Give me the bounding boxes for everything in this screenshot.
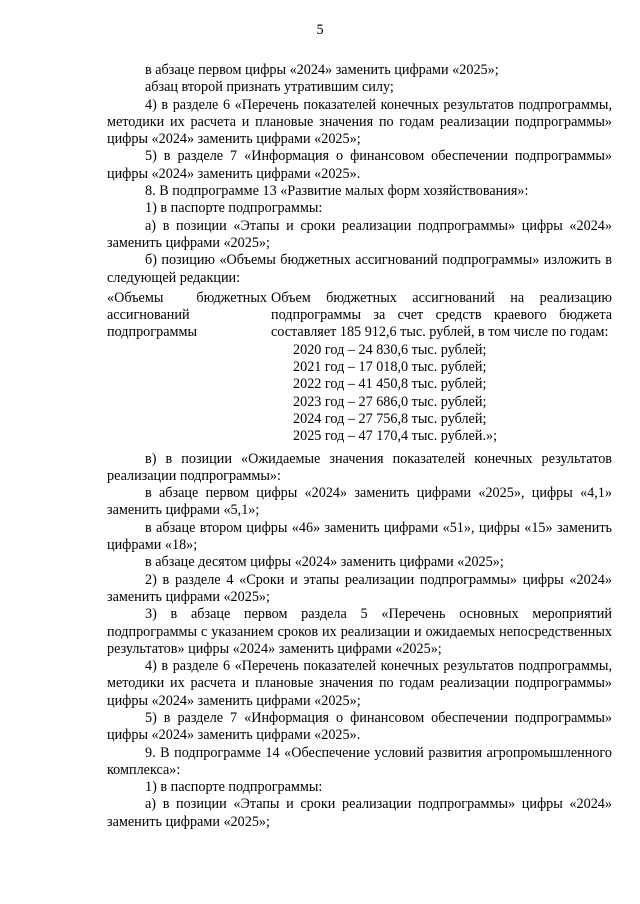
paragraph: 3) в абзаце первом раздела 5 «Перечень основных мероприятий подпрограммы с указанием сроков их реализации и ожидаемых непосредственных результатов» цифры «2024» заменить цифрами «2025»; <box>107 606 612 657</box>
budget-year-item: 2021 год – 17 018,0 тыс. рублей; <box>293 359 487 376</box>
paragraph: 2) в разделе 4 «Сроки и этапы реализации подпрограммы» цифры «2024» заменить цифрами «2025»; <box>107 571 612 605</box>
paragraph: 1) в паспорте подпрограммы: <box>145 200 323 217</box>
page-number: 5 <box>316 22 324 38</box>
paragraph: 4) в разделе 6 «Перечень показателей конечных результатов подпрограммы, методики их расчета и плановые значения по годам реализации подпрограммы» цифры «2024» заменить цифрами «2025»; <box>107 658 612 709</box>
budget-year-list <box>271 342 612 446</box>
budget-year-item: 2024 год – 27 756,8 тыс. рублей; <box>293 410 487 427</box>
budget-table-label: «Объемы бюджетных ассигнований подпрограммы <box>107 289 267 341</box>
budget-year-item: 2020 год – 24 830,6 тыс. рублей; <box>293 341 487 358</box>
paragraph: в абзаце первом цифры «2024» заменить цифрами «2025», цифры «4,1» заменить цифрами «5,1»; <box>107 485 612 519</box>
paragraph: 8. В подпрограмме 13 «Развитие малых форм хозяйствования»: <box>145 183 529 200</box>
paragraph: 9. В подпрограмме 14 «Обеспечение условий развития агропромышленного комплекса»: <box>107 744 612 778</box>
paragraph: а) в позиции «Этапы и сроки реализации подпрограммы» цифры «2024» заменить цифрами «2025»; <box>107 796 612 830</box>
paragraph: в абзаце первом цифры «2024» заменить цифрами «2025»; <box>145 62 499 78</box>
paragraph: 5) в разделе 7 «Информация о финансовом обеспечении подпрограммы» цифры «2024» заменить цифрами «2025». <box>107 148 612 182</box>
budget-table <box>107 290 612 446</box>
paragraph: а) в позиции «Этапы и сроки реализации подпрограммы» цифры «2024» заменить цифрами «2025»; <box>107 217 612 251</box>
paragraph: абзац второй признать утратившим силу; <box>145 79 394 96</box>
paragraph: в абзаце втором цифры «46» заменить цифрами «51», цифры «15» заменить цифрами «18»; <box>107 519 612 554</box>
paragraph: 1) в паспорте подпрограммы: <box>145 779 323 796</box>
budget-table-intro: Объем бюджетных ассигнований на реализацию подпрограммы за счет средств краевого бюджета составляет 185 912,6 тыс. рублей, в том числе по годам: <box>271 289 612 341</box>
budget-year-item: 2025 год – 47 170,4 тыс. рублей.»; <box>293 428 498 445</box>
paragraph: б) позицию «Объемы бюджетных ассигнований подпрограммы» изложить в следующей редакции: <box>107 252 612 286</box>
paragraph: в абзаце десятом цифры «2024» заменить цифрами «2025»; <box>145 554 504 571</box>
paragraph: в) в позиции «Ожидаемые значения показателей конечных результатов реализации подпрограммы»: <box>107 450 612 484</box>
budget-year-item: 2022 год – 41 450,8 тыс. рублей; <box>293 376 487 393</box>
budget-year-item: 2023 год – 27 686,0 тыс. рублей; <box>293 393 487 410</box>
paragraph: 5) в разделе 7 «Информация о финансовом обеспечении подпрограммы» цифры «2024» заменить цифрами «2025». <box>107 709 612 744</box>
document-body <box>107 62 612 831</box>
budget-table-value <box>271 290 612 446</box>
paragraph: 4) в разделе 6 «Перечень показателей конечных результатов подпрограммы, методики их расчета и плановые значения по годам реализации подпрограммы» цифры «2024» заменить цифрами «2025»; <box>107 96 612 148</box>
